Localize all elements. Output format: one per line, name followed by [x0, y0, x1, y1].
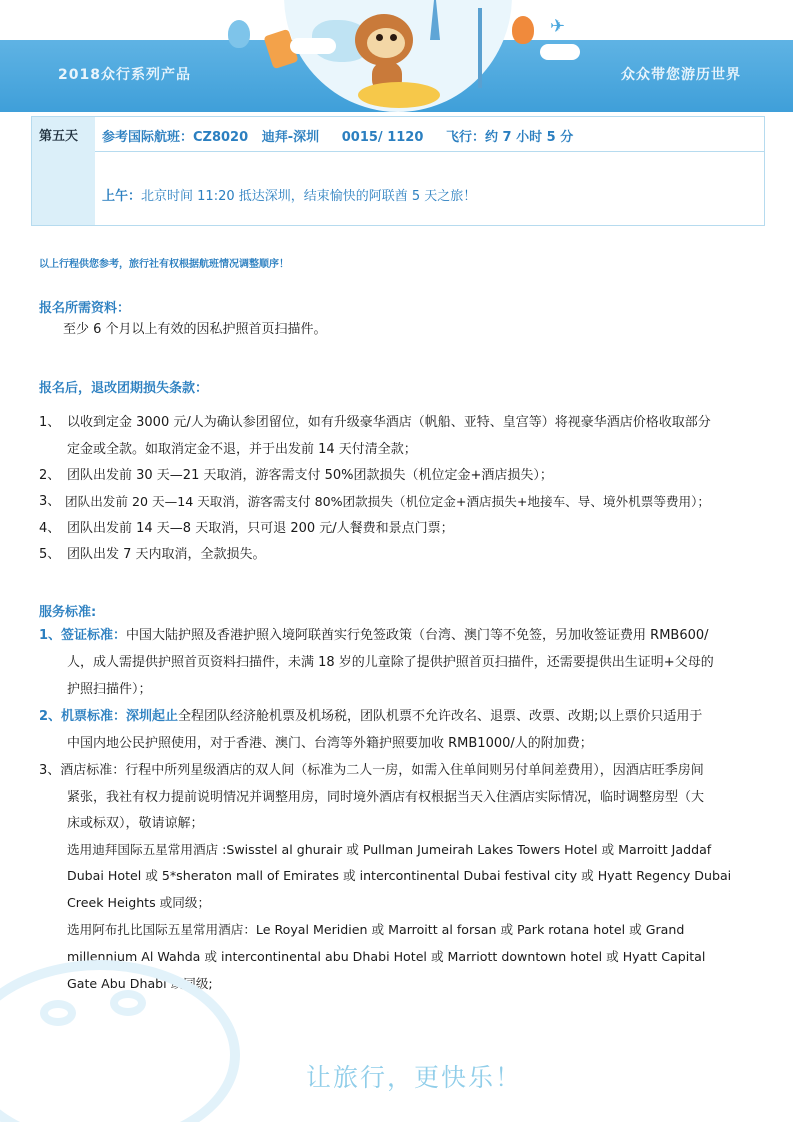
cloud-icon: [540, 44, 580, 60]
monkey-face: [367, 28, 405, 58]
service-title: 服务标准:: [39, 605, 97, 620]
cancellation-item-text: 以收到定金 3000 元/人为确认参团留位，如有升级豪华酒店（帆船、亚特、皇宫等）将视豪华酒店价格收取部分: [67, 415, 711, 430]
series-title: 2018众行系列产品: [58, 67, 191, 83]
cancellation-item-text: 团队出发 7 天内取消，全款损失。: [67, 547, 266, 562]
dubai-hotels: Dubai Hotel 或 5*sheraton mall of Emirates 或 intercontinental Dubai festival city 或 Hyatt Regency Dubai: [67, 868, 732, 883]
ticket-text: 中国内地公民护照使用，对于香港、澳门、台湾等外籍护照要加收 RMB1000/人的附加费；: [67, 736, 593, 751]
hot-air-balloon-icon: [228, 20, 250, 48]
morning-text: 北京时间 11:20 抵达深圳，结束愉快的阿联酋 5 天之旅！: [141, 189, 477, 204]
cloud-icon: [290, 38, 336, 54]
ticket-standard: [39, 703, 702, 730]
hot-air-balloon-icon: [512, 16, 534, 44]
cancellation-title: 报名后，退改团期损失条款：: [39, 381, 209, 396]
visa-text: 护照扫描件）；: [67, 682, 152, 697]
visa-standard: [39, 622, 709, 649]
row-divider: [95, 151, 764, 152]
cancellation-item-text: 定金或全款。如取消定金不退，并于出发前 14 天付清全款；: [67, 442, 417, 457]
cancellation-item-num: 1、: [39, 415, 61, 430]
abu-dhabi-hotels: Gate Abu Dhabi 或同级;: [67, 976, 213, 991]
visa-text: 人，成人需提供护照首页资料扫描件，未满 18 岁的儿童除了提供护照首页扫描件，还需要提供出生证明+父母的: [67, 655, 714, 670]
day-itinerary-table: [31, 116, 765, 226]
hotel-text: 床或标双），敬请谅解；: [67, 816, 204, 831]
day-label: 第五天: [39, 129, 79, 144]
hotel-standard: 3、酒店标准：行程中所列星级酒店的双人间（标准为二人一房，如需入住单间则另付单间差费用），因酒店旺季房间: [39, 763, 704, 778]
footer-slogan: 让旅行，更快乐！: [306, 1063, 523, 1092]
mascot-eye: [110, 990, 146, 1016]
registration-text: 至少 6 个月以上有效的因私护照首页扫描件。: [63, 322, 327, 337]
morning-label: 上午：: [102, 189, 142, 204]
abu-dhabi-hotels: millennium Al Wahda 或 intercontinental abu Dhabi Hotel 或 Marriott downtown hotel 或 Hyatt Capital: [67, 949, 706, 964]
dubai-hotels: Creek Heights 或同级；: [67, 895, 211, 910]
morning-schedule: [102, 185, 476, 204]
slogan-title: 众众带您游历世界: [621, 67, 741, 83]
monkey-eye: [376, 34, 383, 41]
cancellation-item-text: 团队出发前 20 天—14 天取消，游客需支付 80%团款损失（机位定金+酒店损失+地接车、导、境外机票等费用）；: [65, 494, 710, 509]
visa-text: 中国大陆护照及香港护照入境阿联酋实行免签政策（台湾、澳门等不免签，另加收签证费用 RMB600/: [126, 628, 709, 643]
mascot-eye: [40, 1000, 76, 1026]
day-label-cell: [32, 117, 95, 225]
golden-cloud: [358, 82, 440, 108]
cancellation-item-num: 2、: [39, 468, 61, 483]
visa-label: 1、签证标准：: [39, 628, 127, 643]
itinerary-note: 以上行程供您参考，旅行社有权根据航班情况调整顺序！: [39, 259, 289, 270]
dubai-hotels: 选用迪拜国际五星常用酒店 :Swisstel al ghurair 或 Pullman Jumeirah Lakes Towers Hotel 或 Marroitt Jaddaf: [67, 842, 712, 857]
flight-info: 参考国际航班：CZ8020 迪拜-深圳 0015/ 1120 飞行：约 7 小时 5 分: [102, 130, 574, 145]
airplane-icon: ✈: [550, 16, 566, 37]
cancellation-item-num: 5、: [39, 547, 61, 562]
cancellation-item-text: 团队出发前 30 天—21 天取消，游客需支付 50%团款损失（机位定金+酒店损失）；: [67, 468, 553, 483]
hotel-text: 紧张，我社有权力提前说明情况并调整用房，同时境外酒店有权根据当天入住酒店实际情况，临时调整房型（大: [67, 790, 705, 805]
ticket-label: 2、机票标准：深圳起止: [39, 709, 179, 724]
registration-title: 报名所需资料：: [39, 301, 131, 316]
cancellation-item-text: 团队出发前 14 天—8 天取消，只可退 200 元/人餐费和景点门票；: [67, 521, 454, 536]
ticket-text: 全程团队经济舱机票及机场税，团队机票不允许改名、退票、改票、改期;以上票价只适用于: [178, 709, 703, 724]
abu-dhabi-hotels: 选用阿布扎比国际五星常用酒店：Le Royal Meridien 或 Marroitt al forsan 或 Park rotana hotel 或 Grand: [67, 922, 685, 937]
landmark-icon: [478, 8, 482, 88]
header-banner: [0, 0, 793, 112]
cancellation-item-num: 3、: [39, 494, 61, 509]
cancellation-item-num: 4、: [39, 521, 61, 536]
monkey-eye: [390, 34, 397, 41]
